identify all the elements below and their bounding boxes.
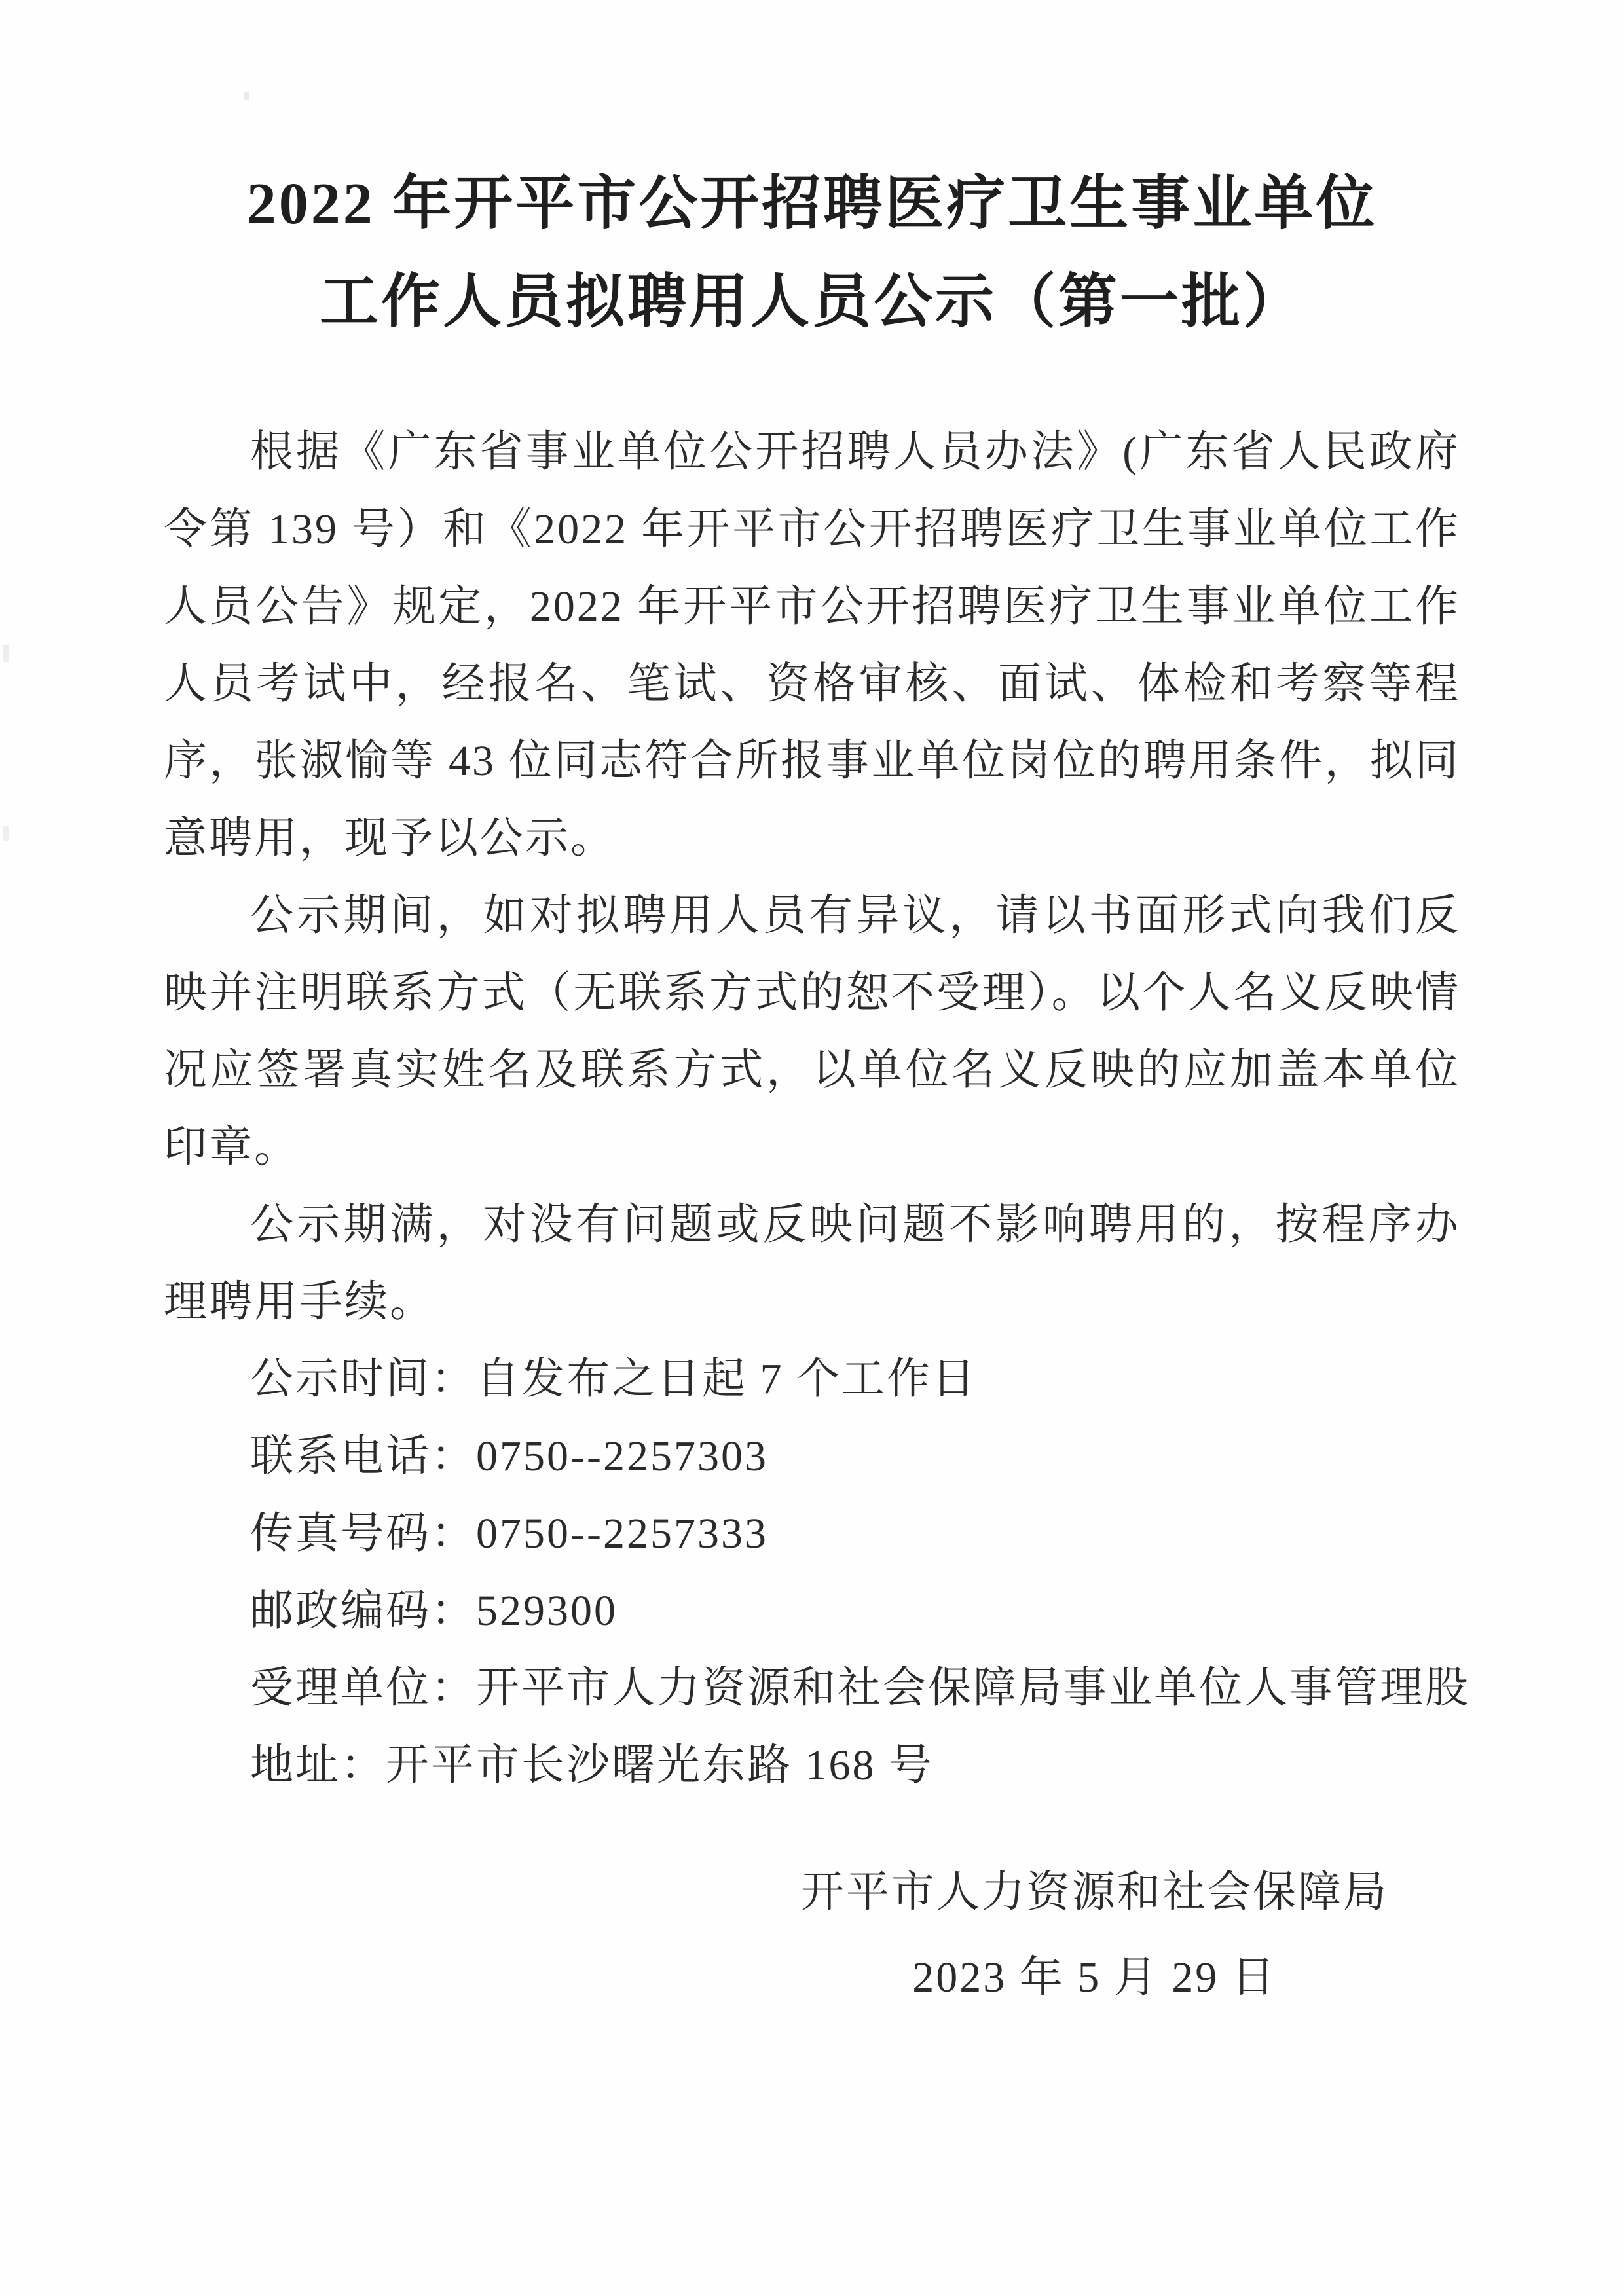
info-line-fax-number: 传真号码：0750--2257333 xyxy=(250,1510,768,1558)
body-paragraph-basis: 根据《广东省事业单位公开招聘人员办法》(广东省人民政府令第 139 号）和《2022 年开平市公开招聘医疗卫生事业单位工作人员公告》规定，2022 年开平市公开招聘医疗卫生事业单位工作人员考试中，经报名、笔试、资格审核、面试、体检和考察等程序，张淑愉等 43 位同志符合所报事业单位岗位的聘用条件，拟同意聘用，现予以公示。 xyxy=(164,428,1460,862)
document-body xyxy=(164,414,1470,2020)
scan-speck xyxy=(3,826,9,841)
document-title xyxy=(164,155,1460,352)
info-line-accepting-unit: 受理单位：开平市人力资源和社会保障局事业单位人事管理股 xyxy=(250,1664,1470,1712)
issuer-name: 开平市人力资源和社会保障局 xyxy=(801,1868,1388,1916)
scan-speck xyxy=(244,92,249,100)
title-line-2: 工作人员拟聘用人员公示（第一批） xyxy=(320,270,1304,335)
info-line-contact-phone: 联系电话：0750--2257303 xyxy=(250,1432,768,1480)
signature-area xyxy=(164,1850,1460,2020)
info-line-publicity-period: 公示时间：自发布之日起 7 个工作日 xyxy=(250,1355,977,1403)
issue-date: 2023 年 5 月 29 日 xyxy=(912,1954,1277,2001)
info-line-postal-code: 邮政编码：529300 xyxy=(250,1587,618,1635)
scan-speck xyxy=(3,645,9,662)
title-line-1: 2022 年开平市公开招聘医疗卫生事业单位 xyxy=(246,172,1378,236)
info-line-address: 地址：开平市长沙曙光东路 168 号 xyxy=(250,1741,934,1789)
body-paragraph-expiry: 公示期满，对没有问题或反映问题不影响聘用的，按程序办理聘用手续。 xyxy=(164,1201,1460,1326)
body-paragraph-objection: 公示期间，如对拟聘用人员有异议，请以书面形式向我们反映并注明联系方式（无联系方式的恕不受理）。以个人名义反映情况应签署真实姓名及联系方式，以单位名义反映的应加盖本单位印章。 xyxy=(164,892,1460,1171)
signature-block xyxy=(801,1850,1388,2020)
document-content xyxy=(164,155,1470,2020)
